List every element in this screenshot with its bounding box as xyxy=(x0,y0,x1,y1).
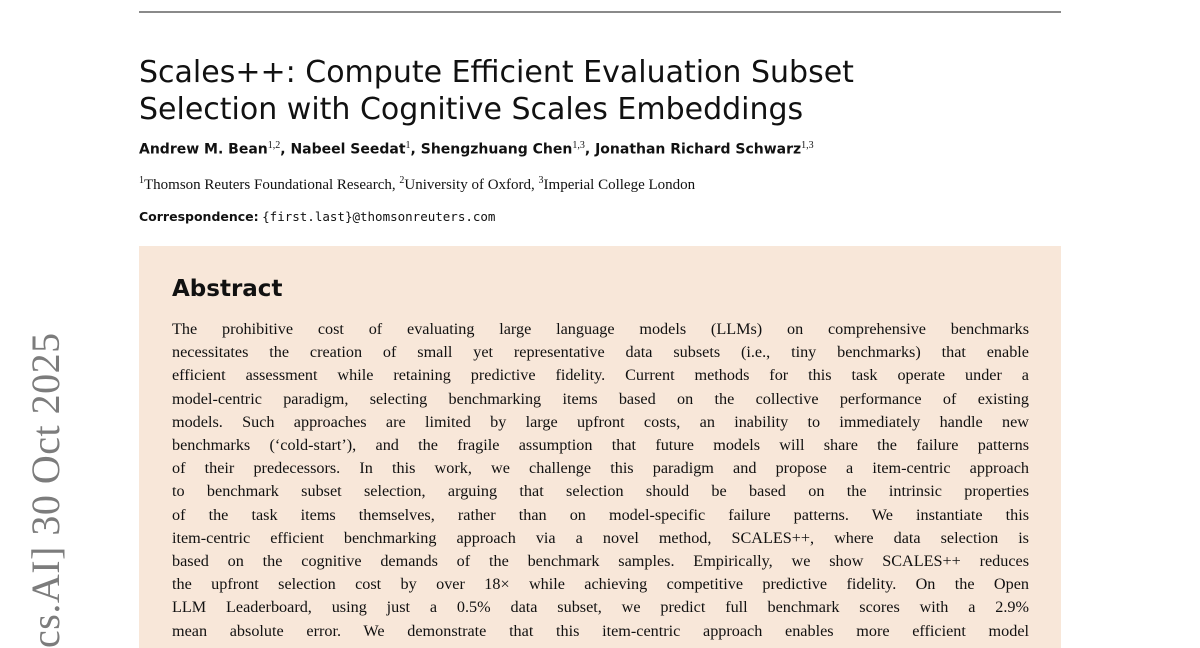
author-name: Shengzhuang Chen xyxy=(420,141,573,158)
affiliation: Imperial College London xyxy=(543,177,696,193)
correspondence-label: Correspondence: xyxy=(139,209,259,224)
abstract-heading: Abstract xyxy=(172,276,283,302)
correspondence xyxy=(139,209,1061,226)
author-name: Andrew M. Bean xyxy=(139,141,268,158)
abstract-line: of their predecessors. In this work, we challenge this paradigm and propose a item-centric approach xyxy=(172,459,1029,478)
paper-title xyxy=(139,54,1061,128)
author-affil-sup: 1,2 xyxy=(267,140,281,151)
title-line: Scales++: Compute Efficient Evaluation Subset xyxy=(139,55,854,90)
top-rule xyxy=(139,11,1061,13)
abstract-line: LLM Leaderboard, using just a 0.5% data subset, we predict full benchmark scores with a 2.9% xyxy=(172,598,1029,617)
affiliation: University of Oxford xyxy=(404,177,532,193)
abstract-line: model-centric paradigm, selecting benchmarking items based on the collective performance of existing xyxy=(172,389,1029,408)
author-affil-sup: 1,3 xyxy=(801,140,814,151)
abstract-line: to benchmark subset selection, arguing that selection should be based on the intrinsic properties xyxy=(172,482,1029,501)
abstract-line: necessitates the creation of small yet representative data subsets (i.e., tiny benchmarks) that enable xyxy=(172,343,1029,362)
abstract-line: benchmarks (‘cold-start’), and the fragile assumption that future models will share the failure patterns xyxy=(172,436,1029,455)
affil-sup: 3 xyxy=(538,175,544,186)
author-name: Jonathan Richard Schwarz xyxy=(595,141,802,158)
affiliation-list: $^1$Thomson Reuters Foundational Research, $^2$University of Oxford, $^3$Imperial College London xyxy=(139,175,696,193)
abstract-box xyxy=(139,246,1061,648)
affil-sup: 1 xyxy=(139,175,144,186)
author-affil-sup: 1,3 xyxy=(572,140,585,151)
arxiv-side-stamp: cs.AI] 30 Oct 2025 xyxy=(23,332,68,648)
title-line: Selection with Cognitive Scales Embeddings xyxy=(139,92,804,127)
abstract-line: of the task items themselves, rather than on model-specific failure patterns. We instantiate this xyxy=(172,505,1029,524)
abstract-line: item-centric efficient benchmarking approach via a novel method, SCALES++, where data selection is xyxy=(172,528,1029,547)
abstract-body xyxy=(172,318,1029,643)
affil-sup: 2 xyxy=(399,175,405,186)
affiliation: Thomson Reuters Foundational Research xyxy=(144,177,392,193)
author-list: Andrew M. Bean$^{1,2}$, Nabeel Seedat$^1$, Shengzhuang Chen$^{1,3}$, Jonathan Richard Schwarz$^{1,3}$ xyxy=(139,140,814,158)
abstract-line: models. Such approaches are limited by large upfront costs, an inability to immediately handle new xyxy=(172,412,1029,431)
abstract-line: the upfront selection cost by over 18× while achieving competitive predictive fidelity. On the Open xyxy=(172,575,1029,594)
abstract-line: based on the cognitive demands of the benchmark samples. Empirically, we show SCALES++ reduces xyxy=(172,552,1029,571)
correspondence-email: {first.last}@thomsonreuters.com xyxy=(262,209,496,224)
abstract-line: mean absolute error. We demonstrate that this item-centric approach enables more efficient model xyxy=(172,621,1029,640)
abstract-line: efficient assessment while retaining predictive fidelity. Current methods for this task operate under a xyxy=(172,366,1029,385)
abstract-line: The prohibitive cost of evaluating large language models (LLMs) on comprehensive benchmarks xyxy=(172,320,1029,338)
author-name: Nabeel Seedat xyxy=(290,141,406,158)
author-affil-sup: 1 xyxy=(405,140,411,151)
